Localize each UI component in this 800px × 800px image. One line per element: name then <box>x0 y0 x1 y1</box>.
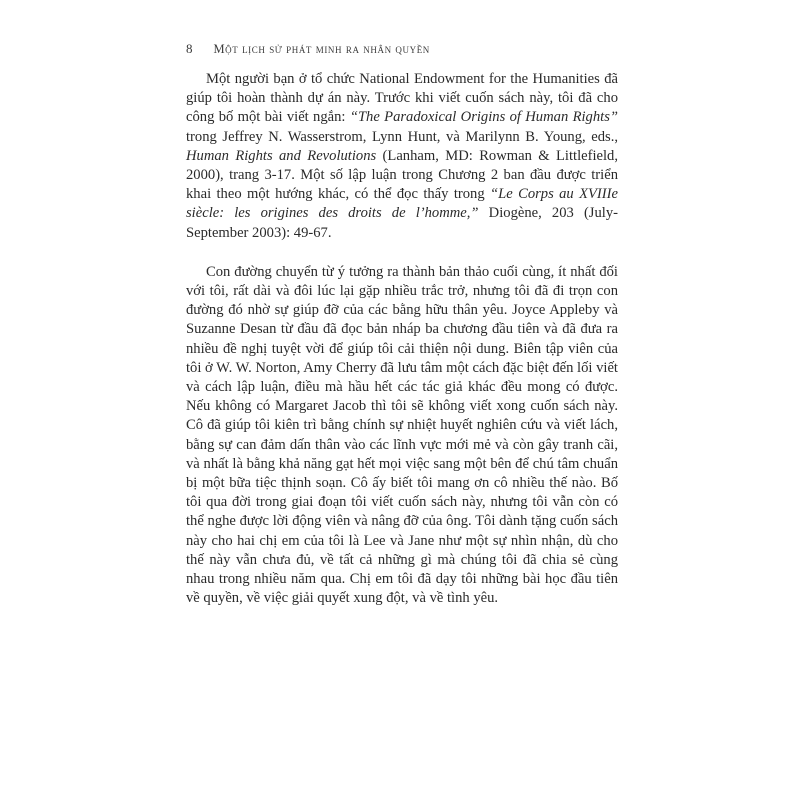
book-title: Một lịch sử phát minh ra nhân quyền <box>213 42 430 56</box>
paragraph-acknowledgment-publications <box>186 70 618 243</box>
paragraph-text: (Lanham, MD: Rowman & Littlefield, 2000), trang 3-17. Một số lập luận trong Chương 2 ban đầu được triển khai theo một hướng khác, có thể đọc thấy trong <box>186 147 618 203</box>
paragraph-acknowledgment-friends: Con đường chuyển từ ý tưởng ra thành bản thảo cuối cùng, ít nhất đối với tôi, rất dài và đôi lúc lại gặp nhiều trắc trở, nhưng tôi đã đi trọn con đường đó nhờ sự giúp đỡ của các bằng hữu thân yêu. Joyce Appleby và Suzanne Desan từ đầu đã đọc bản nháp ba chương đầu tiên và đã đưa ra nhiều đề nghị tuyệt vời để giúp tôi cải thiện nội dung. Biên tập viên của tôi ở W. W. Norton, Amy Cherry đã lưu tâm một cách đặc biệt đến lối viết và cách lập luận, điều mà hầu hết các tác giả khác đều mong có được. Nếu không có Margaret Jacob thì tôi sẽ không viết xong cuốn sách này. Cô đã giúp tôi kiên trì bằng chính sự nhiệt huyết nghiên cứu và viết lách, bằng sự can đảm dấn thân vào các lĩnh vực mới mẻ và còn gây tranh cãi, và nhất là bằng khả năng gạt hết mọi việc sang một bên để chú tâm chuẩn bị một bữa tiệc thịnh soạn. Cô ấy biết tôi mang ơn cô nhiều thế nào. Bố tôi qua đời trong giai đoạn tôi viết cuốn sách này, nhưng tôi vẫn còn có thể nghe được lời động viên và nâng đỡ của ông. Tôi dành tặng cuốn sách này cho hai chị em của tôi là Lee và Jane như một sự nhìn nhận, dù cho thế này vẫn chưa đủ, về tất cả những gì mà chúng tôi đã chia sẻ cùng nhau trong nhiều năm qua. Chị em tôi đã dạy tôi những bài học đầu tiên về quyền, về việc giải quyết xung đột, và về tình yêu. <box>186 263 618 607</box>
page-number: 8 <box>186 41 193 56</box>
paragraph-text: Diogène, 203 (July-September 2003): 49-67. <box>186 205 618 241</box>
article-title: “Le Corps au XVIIIe siècle: les origines des droits de l’homme,” <box>186 186 618 222</box>
body-text <box>186 70 618 608</box>
running-header <box>186 41 606 57</box>
paragraph-text: trong Jeffrey N. Wasserstrom, Lynn Hunt, và Marilynn B. Young, eds., <box>186 128 618 145</box>
article-title: “The Paradoxical Origins of Human Rights” <box>349 109 618 126</box>
book-reference-title: Human Rights and Revolutions <box>186 147 377 164</box>
paragraph-text: Một người bạn ở tổ chức National Endowment for the Humanities đã giúp tôi hoàn thành dự án này. Trước khi viết cuốn sách này, tôi đã cho công bố một bài viết ngắn: <box>186 71 618 126</box>
